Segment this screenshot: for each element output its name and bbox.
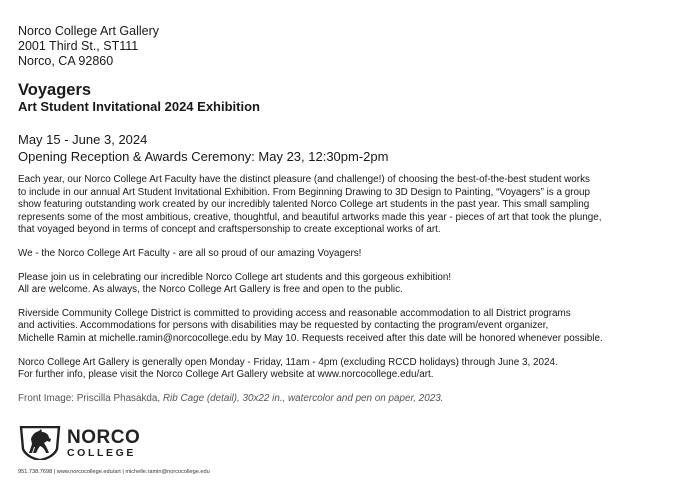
- exhibition-subtitle: Art Student Invitational 2024 Exhibition: [18, 99, 260, 114]
- hours-paragraph: [18, 357, 682, 382]
- hours-line: Norco College Art Gallery is generally open Monday - Friday, 11am - 4pm (excluding RCCD holidays) through June 3, 2024.: [18, 356, 558, 368]
- access-line: Michelle Ramin at michelle.ramin@norcocollege.edu by May 10. Requests received after this date will be honored whenever possible.: [18, 332, 603, 344]
- document-body: [18, 24, 682, 405]
- join-line: Please join us in celebrating our incredible Norco College art students and this gorgeous exhibition!: [18, 271, 452, 283]
- hours-line: For further info, please visit the Norco College Art Gallery website at www.norcocollege.edu/art.: [18, 369, 434, 381]
- horse-logo-icon: [18, 426, 62, 460]
- contact-footer: 951.738.7698 | www.norcocollege.edu/art | michelle.ramin@norcocollege.edu: [18, 469, 210, 475]
- exhibition-dates: [18, 131, 682, 165]
- gallery-address: [18, 24, 682, 69]
- address-line-3: Norco, CA 92860: [18, 54, 114, 68]
- intro-line: Each year, our Norco College Art Faculty have the distinct pleasure (and challenge!) of choosing the best-of-the-best student works: [18, 174, 590, 185]
- join-line: All are welcome. As always, the Norco College Art Gallery is free and open to the public.: [18, 284, 403, 296]
- proud-line: We - the Norco College Art Faculty - are all so proud of our amazing Voyagers!: [18, 247, 362, 259]
- access-line: and activities. Accommodations for persons with disabilities may be requested by contacting the program/event organizer,: [18, 320, 549, 332]
- logo-wordmark: [67, 428, 140, 459]
- address-line-1: Norco College Art Gallery: [18, 24, 160, 38]
- proud-paragraph: [18, 248, 682, 261]
- image-credit: [18, 393, 682, 406]
- intro-line: that voyaged beyond in terms of concept and craftspersonship to create exceptional works of art.: [18, 224, 441, 236]
- intro-line: to include in our annual Art Student Invitational Exhibition. From Beginning Drawing to 3D Design to Painting, “Voyagers” is a group: [18, 186, 590, 198]
- logo-sub: COLLEGE: [67, 446, 136, 459]
- accessibility-paragraph: [18, 308, 682, 346]
- intro-line: represents some of the most ambitious, creative, thoughtful, and beautiful artworks made this year - pieces of art that took the plunge,: [18, 211, 602, 223]
- logo-name: NORCO: [67, 426, 141, 448]
- norco-college-logo: [18, 426, 140, 460]
- access-line: Riverside Community College District is committed to providing access and reasonable accommodation to all District programs: [18, 307, 571, 319]
- exhibition-title: Voyagers: [18, 81, 92, 99]
- credit-detail: Rib Cage (detail), 30x22 in., watercolor and pen on paper, 2023.: [162, 392, 444, 404]
- reception-info: Opening Reception & Awards Ceremony: May 23, 12:30pm-2pm: [18, 149, 389, 164]
- intro-paragraph: [18, 174, 682, 237]
- run-dates: May 15 - June 3, 2024: [18, 132, 148, 147]
- intro-line: show featuring outstanding work created by our incredibly talented Norco College art students in the past year. This small sampling: [18, 199, 590, 211]
- credit-prefix: Front Image: Priscilla Phasakda,: [18, 392, 163, 404]
- join-paragraph: [18, 272, 682, 297]
- address-line-2: 2001 Third St., ST111: [18, 39, 139, 53]
